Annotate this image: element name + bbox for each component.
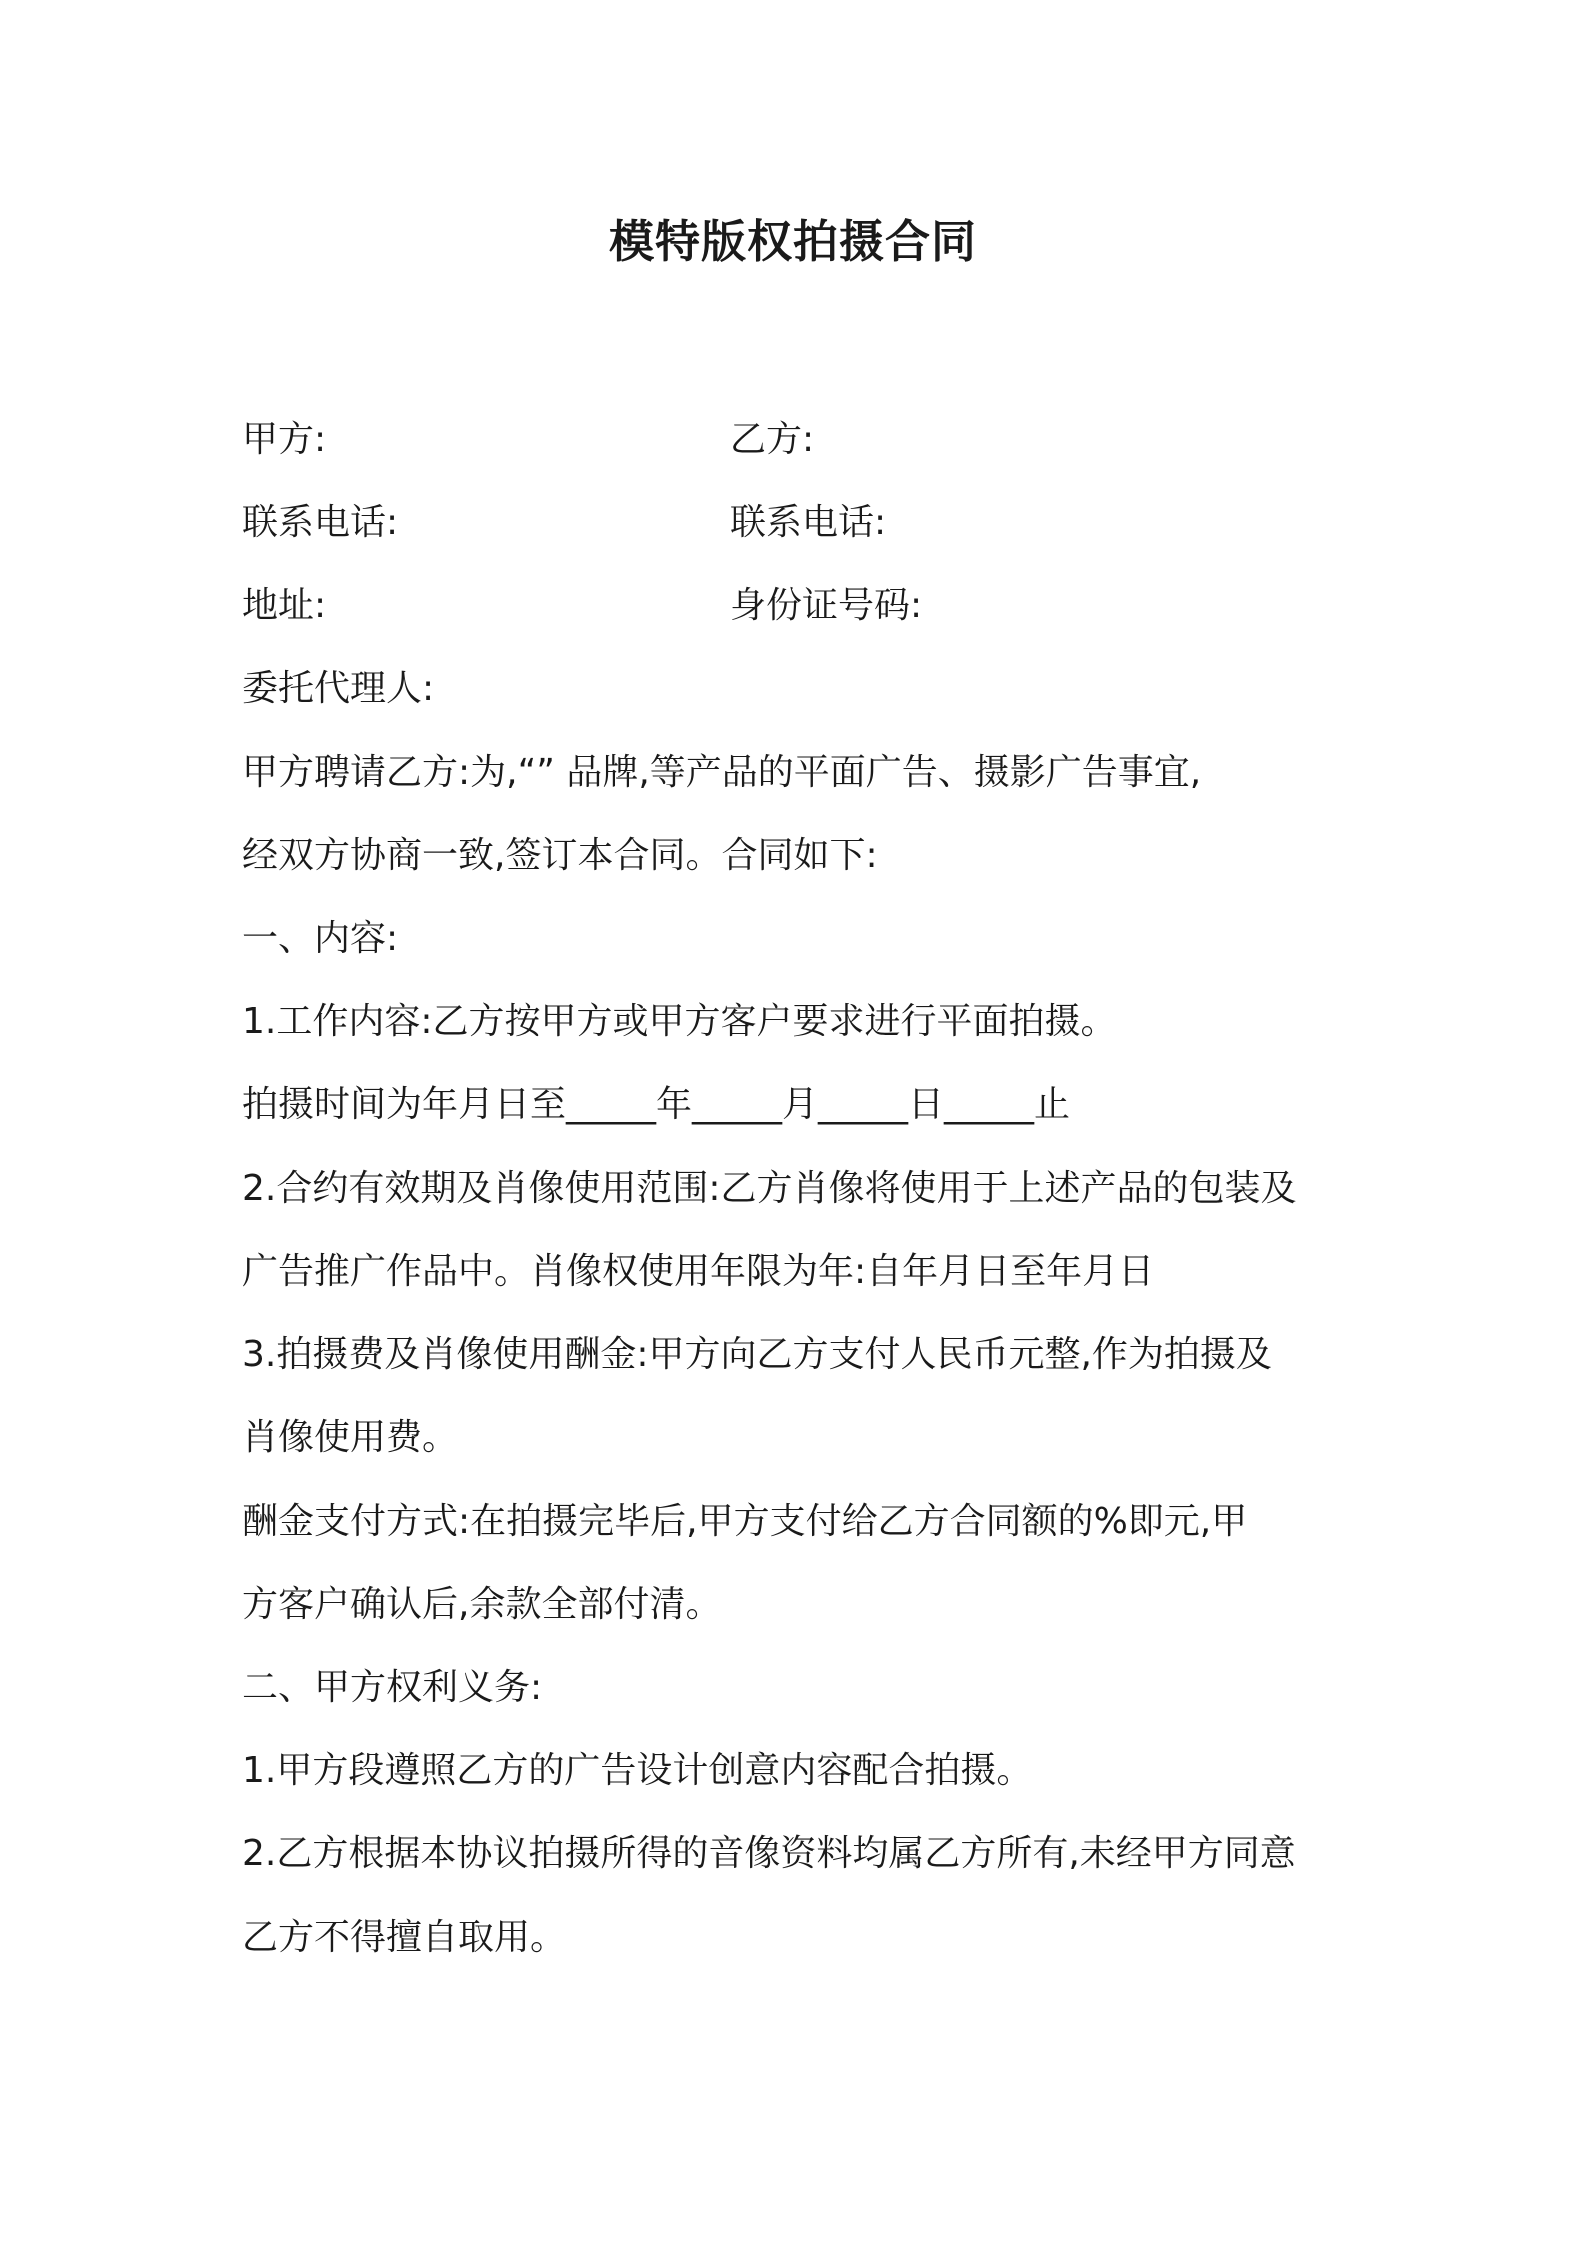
section-heading-content: 一、内容: [242,918,399,959]
document-title: 模特版权拍摄合同 [608,215,977,268]
body-line: 2.乙方根据本协议拍摄所得的音像资料均属乙方所有,未经甲方同意 [242,1833,1296,1874]
agent-label: 委托代理人: [242,668,435,709]
body-line: 方客户确认后,余款全部付清。 [242,1584,722,1625]
party-b-label: 乙方: [730,419,815,460]
body-line: 1.工作内容:乙方按甲方或甲方客户要求进行平面拍摄。 [242,1001,1117,1042]
body-line: 甲方聘请乙方:为,“” 品牌,等产品的平面广告、摄影广告事宜, [242,752,1202,793]
party-b-phone-label: 联系电话: [730,502,887,543]
party-a-address-label: 地址: [242,585,327,626]
body-line: 3.拍摄费及肖像使用酬金:甲方向乙方支付人民币元整,作为拍摄及 [242,1334,1272,1375]
body-line: 广告推广作品中。肖像权使用年限为年:自年月日至年月日 [242,1251,1155,1292]
body-line: 2.合约有效期及肖像使用范围:乙方肖像将使用于上述产品的包装及 [242,1168,1297,1209]
body-line: 1.甲方段遵照乙方的广告设计创意内容配合拍摄。 [242,1750,1033,1791]
body-line: 肖像使用费。 [242,1417,459,1458]
section-heading-party-a-rights: 二、甲方权利义务: [242,1667,543,1708]
party-b-id-number-label: 身份证号码: [730,585,923,626]
party-a-phone-label: 联系电话: [242,502,399,543]
body-line: 经双方协商一致,签订本合同。合同如下: [242,835,878,876]
body-line: 乙方不得擅自取用。 [242,1917,567,1958]
body-line: 拍摄时间为年月日至_____年_____月_____日_____止 [242,1084,1071,1125]
body-line: 酬金支付方式:在拍摄完毕后,甲方支付给乙方合同额的%即元,甲 [242,1501,1248,1542]
party-a-label: 甲方: [242,419,327,460]
